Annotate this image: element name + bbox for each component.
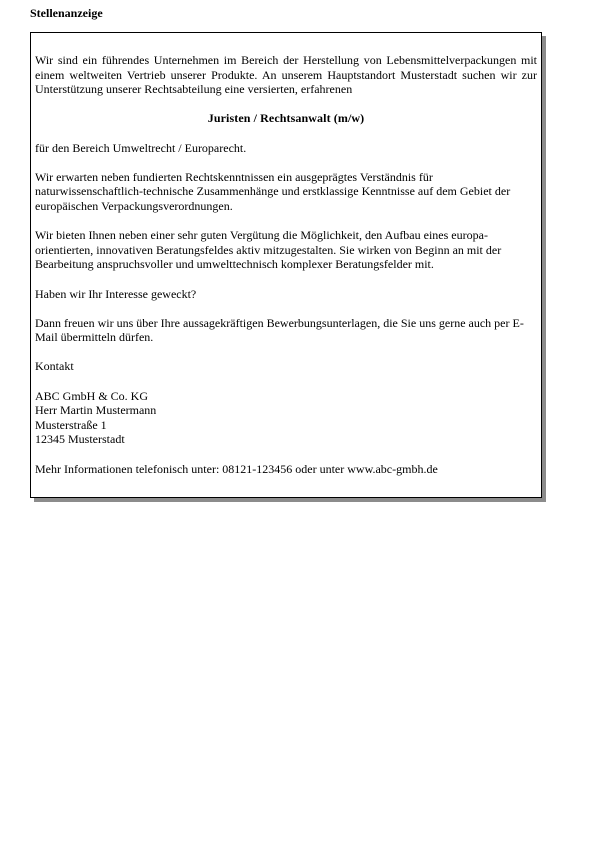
contact-address (35, 389, 537, 447)
contact-city: 12345 Musterstadt (35, 432, 125, 447)
contact-company: ABC GmbH & Co. KG (35, 388, 149, 403)
page-title: Stellenanzeige (30, 6, 103, 20)
offer-paragraph: Wir bieten Ihnen neben einer sehr guten Vergütung die Möglichkeit, den Aufbau eines europa-orientierten, innovativen Beratungsfeldes aktiv mitzugestalten. Sie wirken von Beginn an mit der Bearbeitung anspruchsvoller und umwelttechnisch komplexer Beratungsfelder mit. (35, 228, 502, 272)
job-ad-box (30, 32, 542, 498)
job-ad-content (35, 53, 537, 491)
application-paragraph: Dann freuen wir uns über Ihre aussagekräftigen Bewerbungsunterlagen, die Sie uns gerne auch per E-Mail übermitteln dürfen. (35, 315, 524, 345)
expectations-paragraph: Wir erwarten neben fundierten Rechtskenntnissen ein ausgeprägtes Verständnis für naturwissenschaftlich-technische Zusammenhänge und erstklassige Kenntnisse auf dem Gebiet der europäischen Verpackungsverordnungen. (35, 169, 511, 213)
contact-street: Musterstraße 1 (35, 417, 107, 432)
more-info-paragraph: Mehr Informationen telefonisch unter: 08121-123456 oder unter www.abc-gmbh.de (35, 461, 438, 476)
job-title: Juristen / Rechtsanwalt (m/w) (207, 111, 365, 126)
contact-heading: Kontakt (35, 359, 74, 374)
department-paragraph: für den Bereich Umweltrecht / Europarecht. (35, 140, 247, 155)
question-paragraph: Haben wir Ihr Interesse geweckt? (35, 286, 197, 301)
contact-person: Herr Martin Mustermann (35, 403, 157, 418)
intro-paragraph: Wir sind ein führendes Unternehmen im Bereich der Herstellung von Lebensmittelverpackungen mit einem weltweiten Vertrieb unserer Produkte. An unserem Hauptstandort Musterstadt suchen wir zur Unterstützung unserer Rechtsabteilung eine versierten, erfahrenen (35, 53, 537, 97)
